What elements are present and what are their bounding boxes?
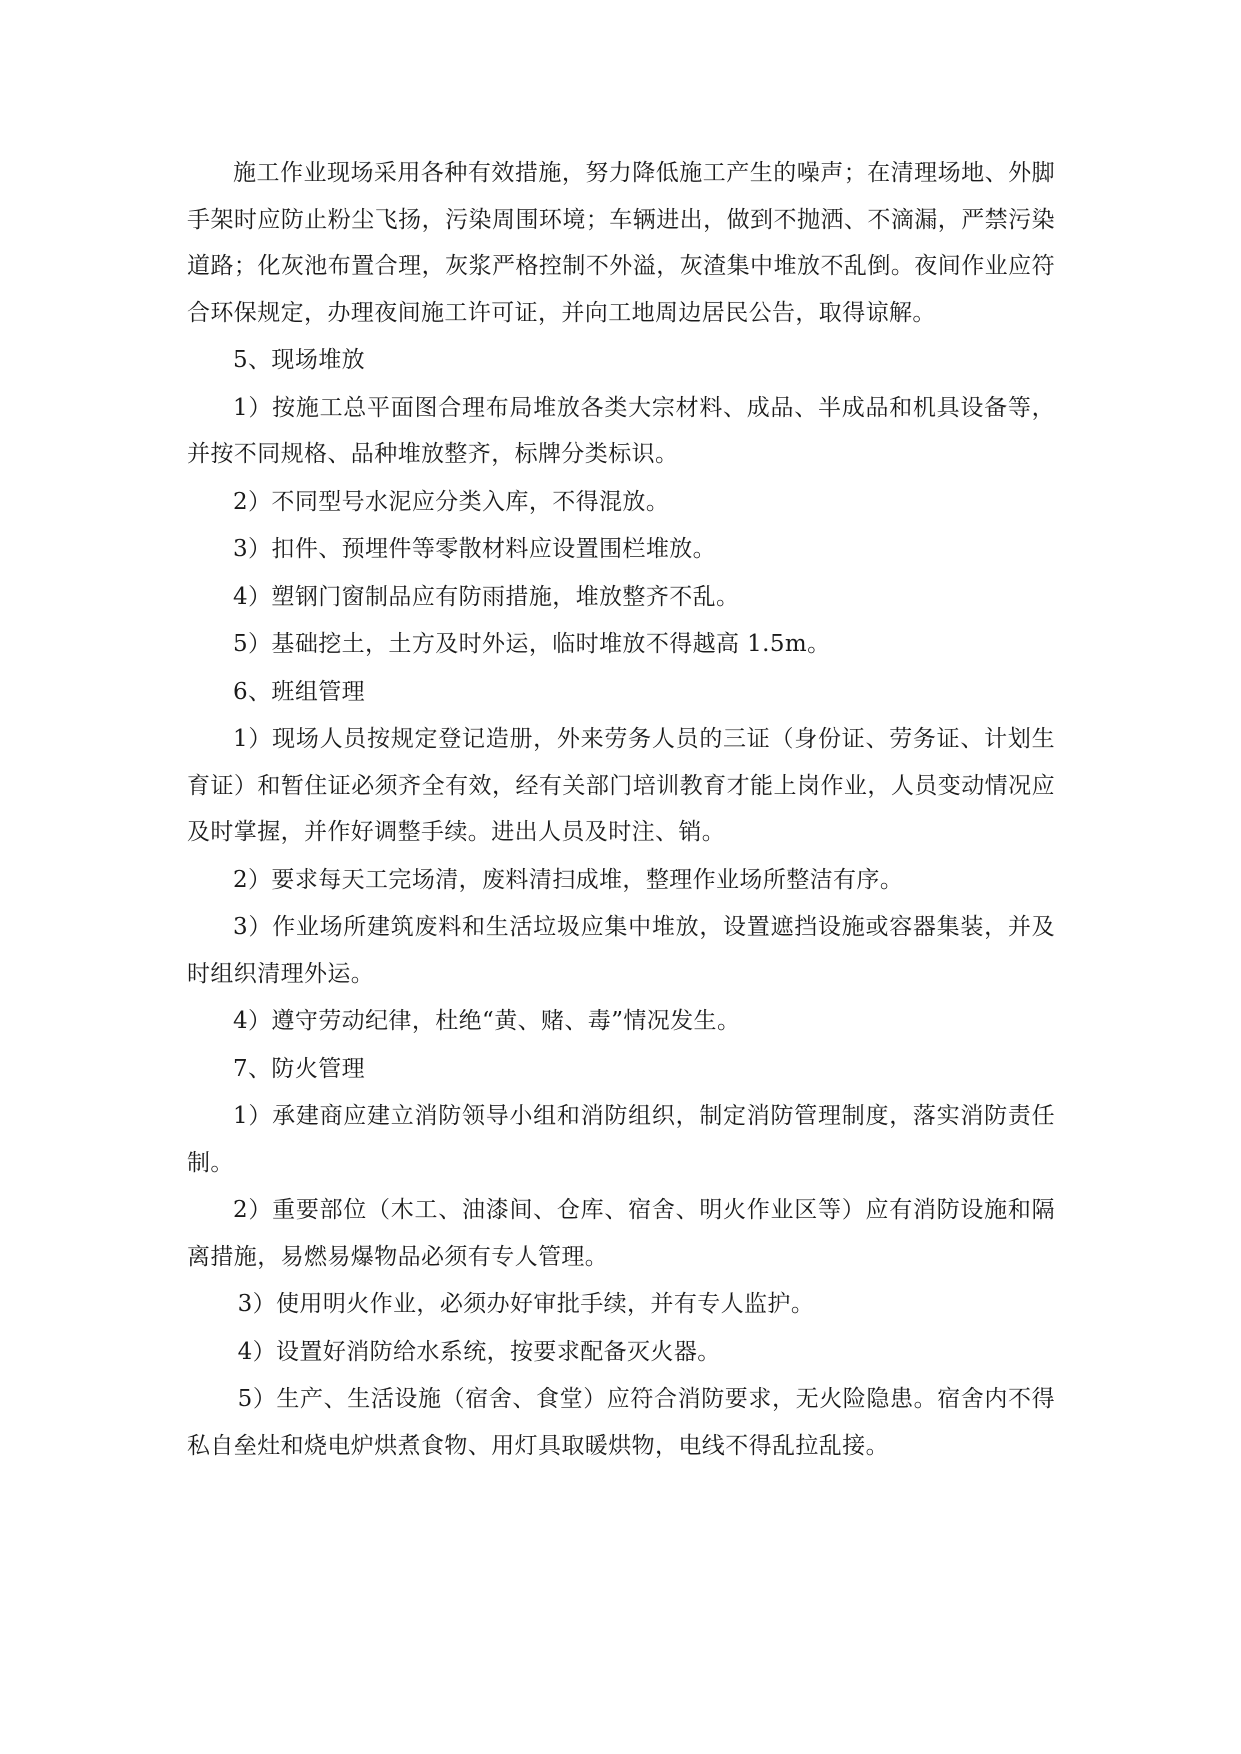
list-item: 2）不同型号水泥应分类入库，不得混放。 xyxy=(233,488,670,515)
list-item: 2）要求每天工完场清，废料清扫成堆，整理作业场所整洁有序。 xyxy=(233,866,904,893)
document-body xyxy=(187,150,1055,1470)
list-item: 4）塑钢门窗制品应有防雨措施，堆放整齐不乱。 xyxy=(233,583,740,610)
section-heading-site-storage: 5、现场堆放 xyxy=(233,347,366,373)
list-item: 3）使用明火作业，必须办好审批手续，并有专人监护。 xyxy=(237,1291,815,1317)
list-item: 3）作业场所建筑废料和生活垃圾应集中堆放，设置遮挡设施或容器集装，并及时组织清理外运。 xyxy=(187,914,1055,987)
list-item: 4）遵守劳动纪律，杜绝“黄、赌、毒”情况发生。 xyxy=(233,1008,741,1034)
section-heading-fire-management: 7、防火管理 xyxy=(233,1055,366,1082)
paragraph-environment: 施工作业现场采用各种有效措施，努力降低施工产生的噪声；在清理场地、外脚手架时应防止粉尘飞扬，污染周围环境；车辆进出，做到不抛洒、不滴漏，严禁污染道路；化灰池布置合理，灰浆严格控制不外溢，灰渣集中堆放不乱倒。夜间作业应符合环保规定，办理夜间施工许可证，并向工地周边居民公告，取得谅解。 xyxy=(187,160,1055,326)
list-item: 5）基础挖土，土方及时外运，临时堆放不得越高 1.5m。 xyxy=(233,631,831,657)
list-item: 1）按施工总平面图合理布局堆放各类大宗材料、成品、半成品和机具设备等，并按不同规格、品种堆放整齐，标牌分类标识。 xyxy=(187,394,1055,467)
list-item: 4）设置好消防给水系统，按要求配备灭火器。 xyxy=(237,1338,721,1365)
list-item: 5）生产、生活设施（宿舍、食堂）应符合消防要求，无火险隐患。宿舍内不得私自垒灶和烧电炉烘煮食物、用灯具取暖烘物，电线不得乱拉乱接。 xyxy=(187,1386,1055,1459)
list-item: 2）重要部位（木工、油漆间、仓库、宿舍、明火作业区等）应有消防设施和隔离措施，易燃易爆物品必须有专人管理。 xyxy=(187,1197,1055,1270)
list-item: 3）扣件、预埋件等零散材料应设置围栏堆放。 xyxy=(233,536,717,562)
section-heading-team-management: 6、班组管理 xyxy=(233,678,366,705)
list-item: 1）承建商应建立消防领导小组和消防组织，制定消防管理制度，落实消防责任制。 xyxy=(187,1103,1055,1176)
list-item: 1）现场人员按规定登记造册，外来劳务人员的三证（身份证、劳务证、计划生育证）和暂住证必须齐全有效，经有关部门培训教育才能上岗作业，人员变动情况应及时掌握，并作好调整手续。进出人员及时注、销。 xyxy=(187,726,1055,845)
